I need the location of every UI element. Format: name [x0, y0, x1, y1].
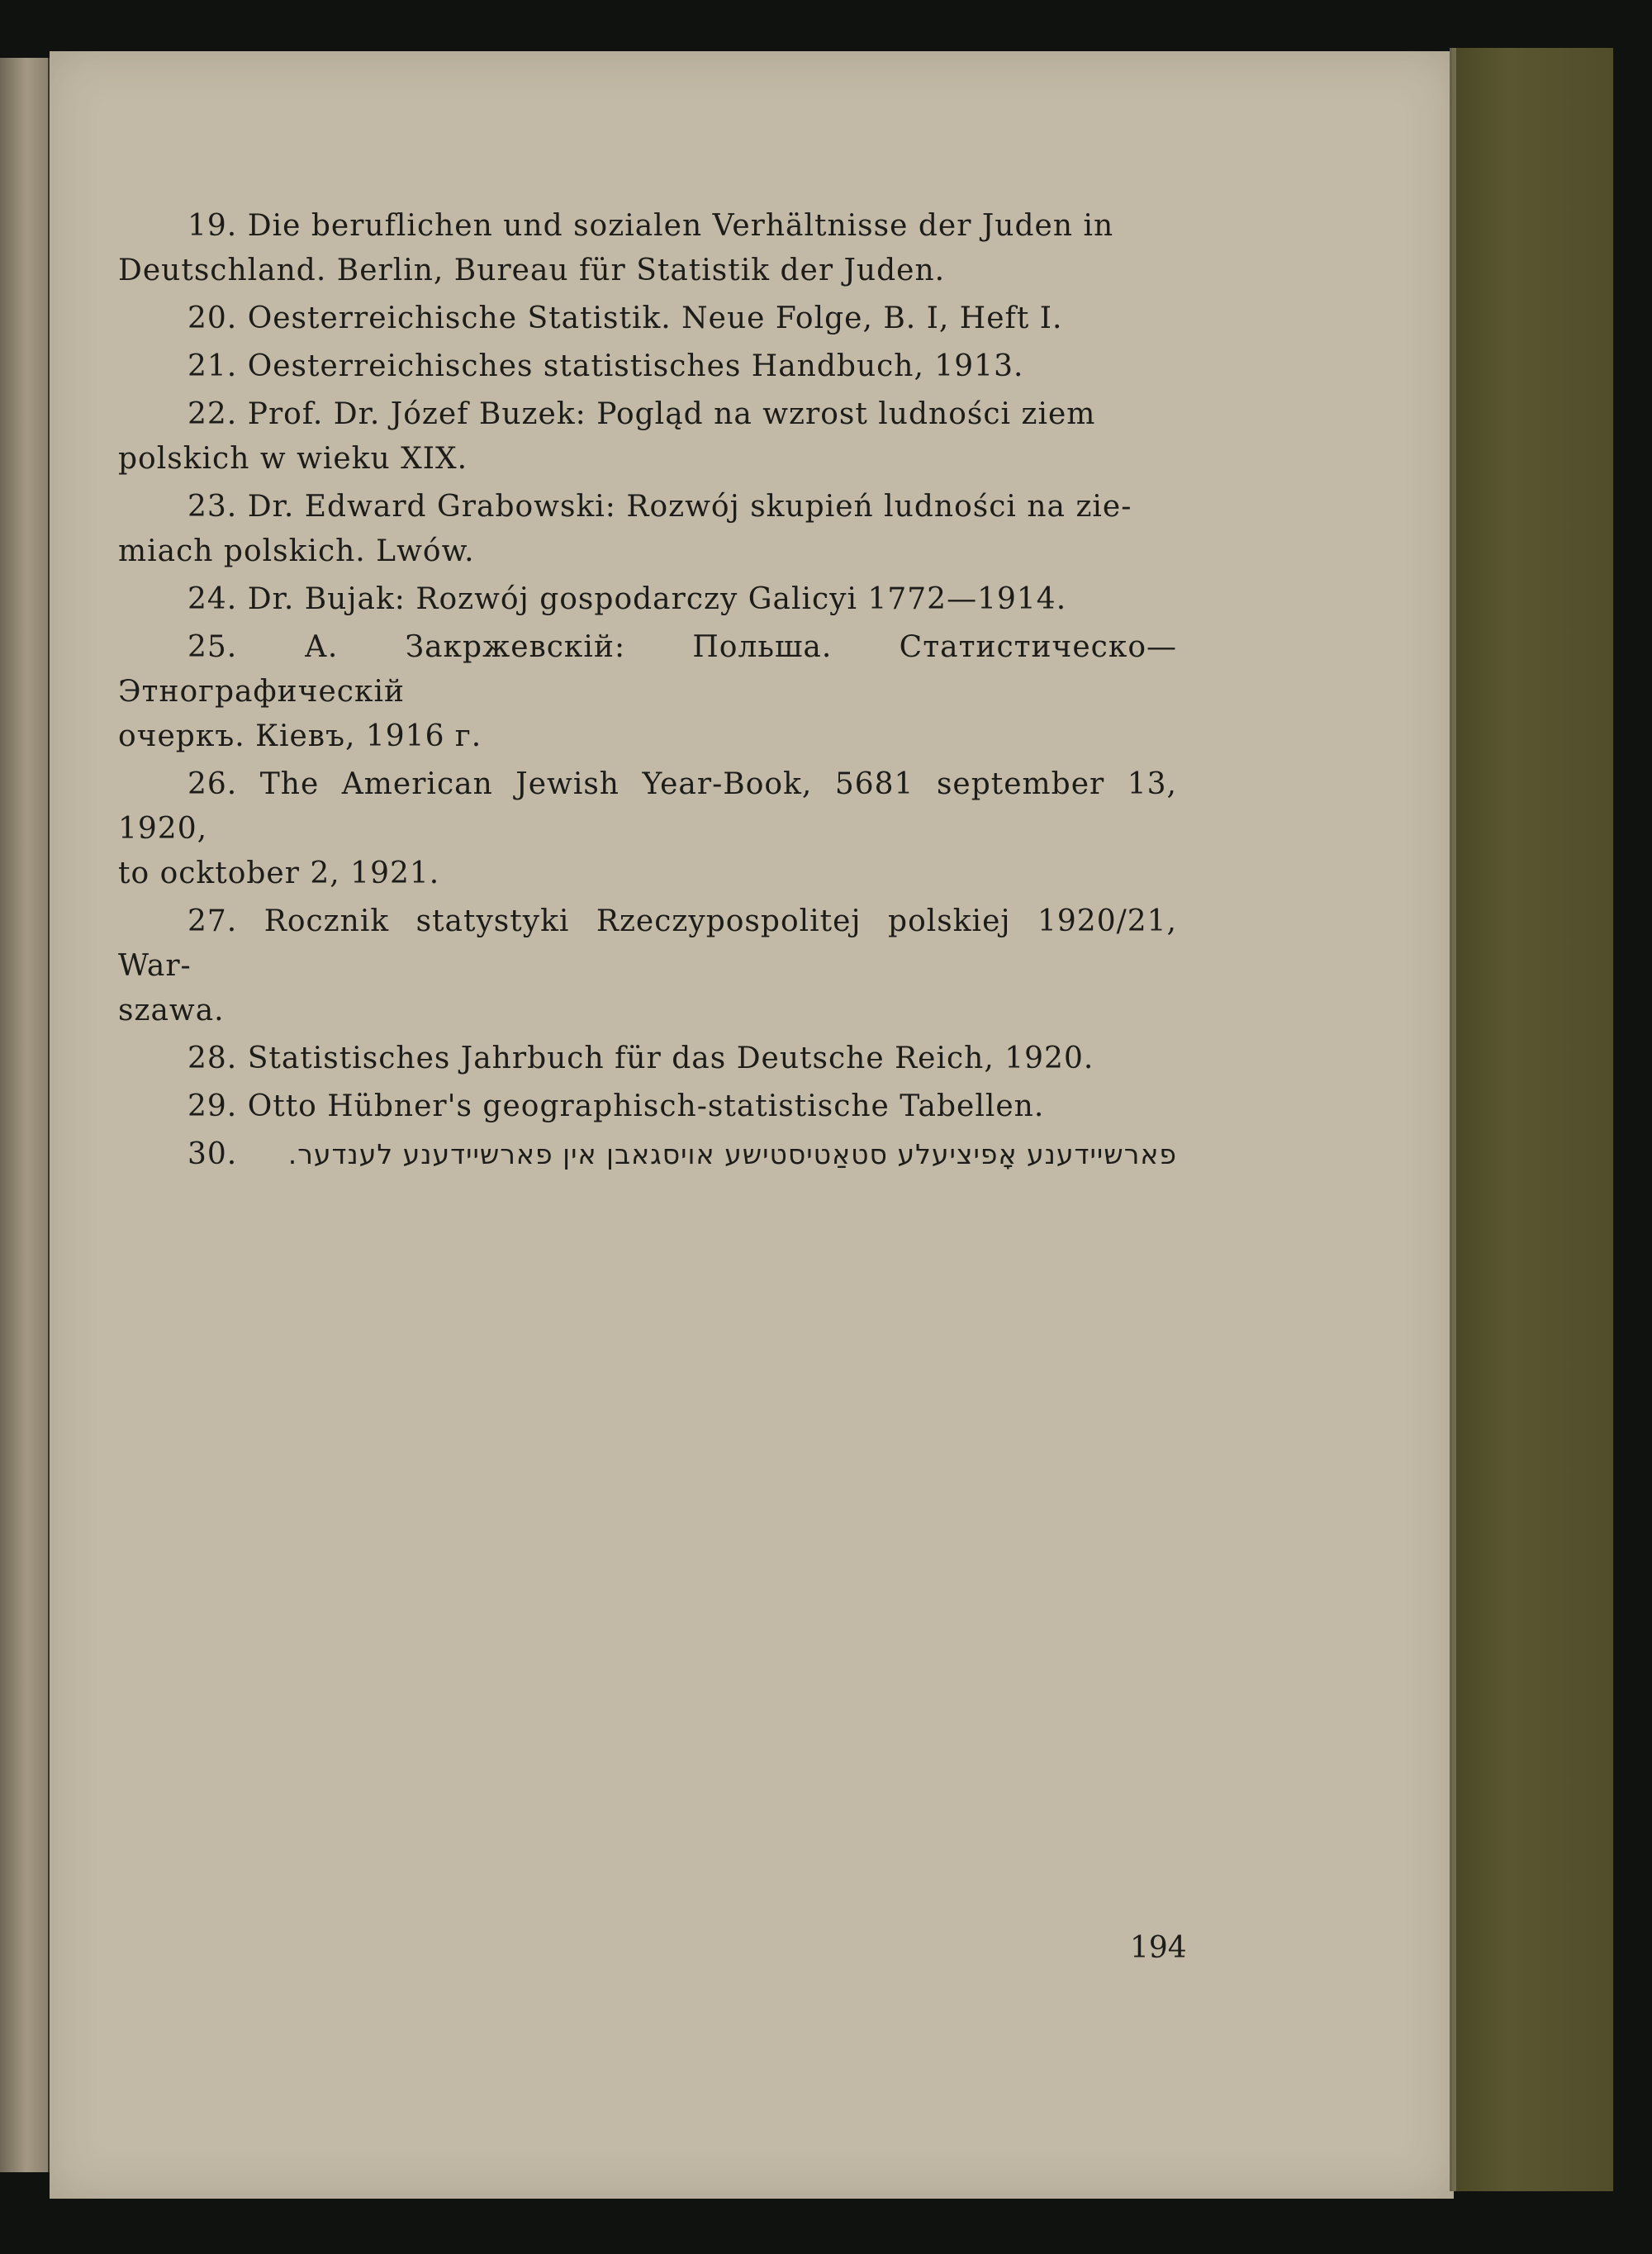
entry-text-continued: to ocktober 2, 1921.	[118, 857, 440, 890]
entry-text: Die beruflichen und sozialen Verhältnisse der Juden in	[247, 209, 1114, 243]
entry-number: 25.	[188, 630, 238, 664]
entry-number: 28.	[188, 1042, 238, 1075]
bibliography-entry-23	[118, 485, 1177, 574]
book-cover-board	[1450, 48, 1613, 2191]
bibliography-entry-21	[118, 344, 1177, 389]
bibliography-entry-25	[118, 625, 1177, 759]
page-stack-edge	[1450, 48, 1456, 2191]
bibliography-entry-26	[118, 762, 1177, 896]
entry-number: 20.	[188, 301, 238, 335]
entry-number: 21.	[188, 349, 238, 383]
bibliography-list	[118, 204, 1177, 1177]
entry-text: Oesterreichisches statistisches Handbuch, 1913.	[247, 349, 1024, 383]
entry-number: 23.	[188, 490, 238, 524]
entry-number: 26.	[188, 767, 238, 801]
entry-text: The American Jewish Year-Book, 5681 september 13, 1920,	[118, 767, 1178, 846]
left-page-edge	[0, 58, 50, 2172]
entry-text-continued: polskich w wieku XIX.	[118, 442, 468, 476]
bibliography-entry-20	[118, 297, 1177, 341]
bibliography-entry-19	[118, 204, 1177, 293]
entry-text: Prof. Dr. Józef Buzek: Pogląd na wzrost ludności ziem	[247, 397, 1096, 431]
entry-text-continued: miach polskich. Lwów.	[118, 534, 475, 568]
entry-number: 22.	[188, 397, 238, 431]
entry-text: Oesterreichische Statistik. Neue Folge, B. I, Heft I.	[247, 301, 1063, 335]
entry-text: Rocznik statystyki Rzeczypospolitej polskiej 1920/21, War-	[118, 904, 1177, 983]
page-number: 194	[1130, 1931, 1187, 1965]
entry-text: Statistisches Jahrbuch für das Deutsche Reich, 1920.	[247, 1042, 1094, 1075]
bibliography-entry-28	[118, 1037, 1177, 1081]
entry-text-yiddish: פארשיידענע אָפיציעלע סטאַטיסטישע אויסגאבן אין פארשיידענע לענדער.	[287, 1138, 1177, 1170]
entry-text: Dr. Edward Grabowski: Rozwój skupień ludności na zie-	[247, 490, 1132, 524]
bibliography-entry-30	[118, 1132, 1177, 1177]
bibliography-entry-27	[118, 899, 1177, 1033]
entry-text: Otto Hübner's geographisch-statistische Tabellen.	[247, 1089, 1045, 1123]
entry-number: 24.	[188, 582, 238, 616]
entry-text-continued: очеркъ. Кіевъ, 1916 г.	[118, 719, 482, 753]
entry-text: Dr. Bujak: Rozwój gospodarczy Galicyi 1772—1914.	[247, 582, 1067, 616]
entry-number: 30.	[188, 1137, 238, 1171]
entry-number: 27.	[188, 904, 238, 938]
entry-text: А. Закржевскій: Польша. Статистическо—Этнографическій	[118, 630, 1177, 709]
entry-number: 29.	[188, 1089, 238, 1123]
entry-number: 19.	[188, 209, 238, 243]
bibliography-entry-24	[118, 577, 1177, 622]
bibliography-entry-29	[118, 1084, 1177, 1129]
entry-text-continued: Deutschland. Berlin, Bureau für Statistik der Juden.	[118, 254, 946, 287]
bibliography-entry-22	[118, 392, 1177, 482]
entry-text-continued: szawa.	[118, 994, 225, 1027]
